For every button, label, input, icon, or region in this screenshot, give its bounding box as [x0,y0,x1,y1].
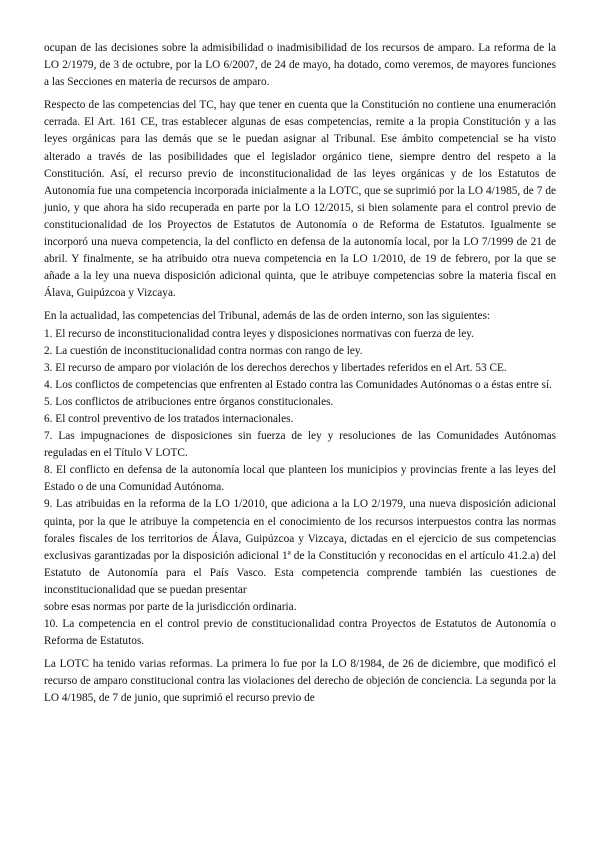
list-item: 4. Los conflictos de competencias que enfrenten al Estado contra las Comunidades Autónomas o a éstas entre sí. [44,378,552,391]
list-item: 8. El conflicto en defensa de la autonomía local que planteen los municipios y provincias frente a las leyes del Estado o de una Comunidad Autónoma. [44,464,556,494]
list-item: 2. La cuestión de inconstitucionalidad contra normas con rango de ley. [44,344,363,357]
document-page [44,40,556,708]
list-item: 7. Las impugnaciones de disposiciones sin fuerza de ley y resoluciones de las Comunidades Autónomas reguladas en el Título V LOTC. [44,430,556,460]
paragraph-actualidad: En la actualidad, las competencias del Tribunal, además de las de orden interno, son las siguientes: [44,310,491,323]
paragraph-competencias: Respecto de las competencias del TC, hay que tener en cuenta que la Constitución no contiene una enumeración cerrada. El Art. 161 CE, tras establecer algunas de esas competencias, remite a la propia Constitución y a las leyes orgánicas para las demás que se le puedan asignar al Tribunal. Ese ámbito competencial se ha visto alterado a través de las posibilidades que el legislador orgánico tiene, siempre dentro del respeto a la Constitución. Así, el recurso previo de inconstitucionalidad de las leyes orgánicas y de los Estatutos de Autonomía fue una competencia incorporada inicialmente a la LOTC, que se suprimió por la LO 4/1985, de 7 de junio, y que ahora ha sido recuperada en parte por la LO 12/2015, si bien solamente para el control previo de constitucionalidad de los Proyectos de Estatutos de Autonomía o de Reforma de Estatutos. Igualmente se incorporó una nueva competencia, la del conflicto en defensa de la autonomía local, por la LO 7/1999 de 21 de abril. Y finalmente, se ha atribuido otra nueva competencia en la LO 1/2010, de 19 de febrero, por la que se añade a la ley una nueva disposición adicional quinta, que le atribuye competencias sobre la materia fiscal en Álava, Guipúzcoa y Vizcaya. [44,99,556,300]
paragraph-reformas: La LOTC ha tenido varias reformas. La primera lo fue por la LO 8/1984, de 26 de diciembre, que modificó el recurso de amparo constitucional contra las violaciones del derecho de objeción de conciencia. La segunda por la LO 4/1985, de 7 de junio, que suprimió el recurso previo de [44,658,556,705]
list-item: 10. La competencia en el control previo de constitucionalidad contra Proyectos de Estatutos de Autonomía o Reforma de Estatutos. [44,618,556,648]
list-item: 3. El recurso de amparo por violación de los derechos derechos y libertades referidos en el Art. 53 CE. [44,361,507,374]
list-item: 5. Los conflictos de atribuciones entre órganos constitucionales. [44,395,334,408]
list-item: 1. El recurso de inconstitucionalidad contra leyes y disposiciones normativas con fuerza de ley. [44,327,474,340]
paragraph-intro: ocupan de las decisiones sobre la admisibilidad o inadmisibilidad de los recursos de amparo. La reforma de la LO 2/1979, de 3 de octubre, por la LO 6/2007, de 24 de mayo, ha dotado, como veremos, de mayores funciones a las Secciones en materia de recursos de amparo. [44,42,556,89]
list-item: 6. El control preventivo de los tratados internacionales. [44,412,294,425]
list-item: 9. Las atribuidas en la reforma de la LO 1/2010, que adiciona a la LO 2/1979, una nueva disposición adicional quinta, por la que le atribuye la competencia en el conocimiento de los recursos interpuestos contra las normas forales fiscales de los territorios de Álava, Guipúzcoa y Vizcaya, dictadas en el ejercicio de sus competencias exclusivas garantizadas por la disposición adicional 1ª de la Constitución y reconocidas en el artículo 41.2.a) del Estatuto de Autonomía para el País Vasco. Esta competencia comprende también las cuestiones de inconstitucionalidad que se puedan presentar [44,498,556,596]
list-item: sobre esas normas por parte de la jurisdicción ordinaria. [44,601,297,613]
competencias-list [44,326,556,651]
